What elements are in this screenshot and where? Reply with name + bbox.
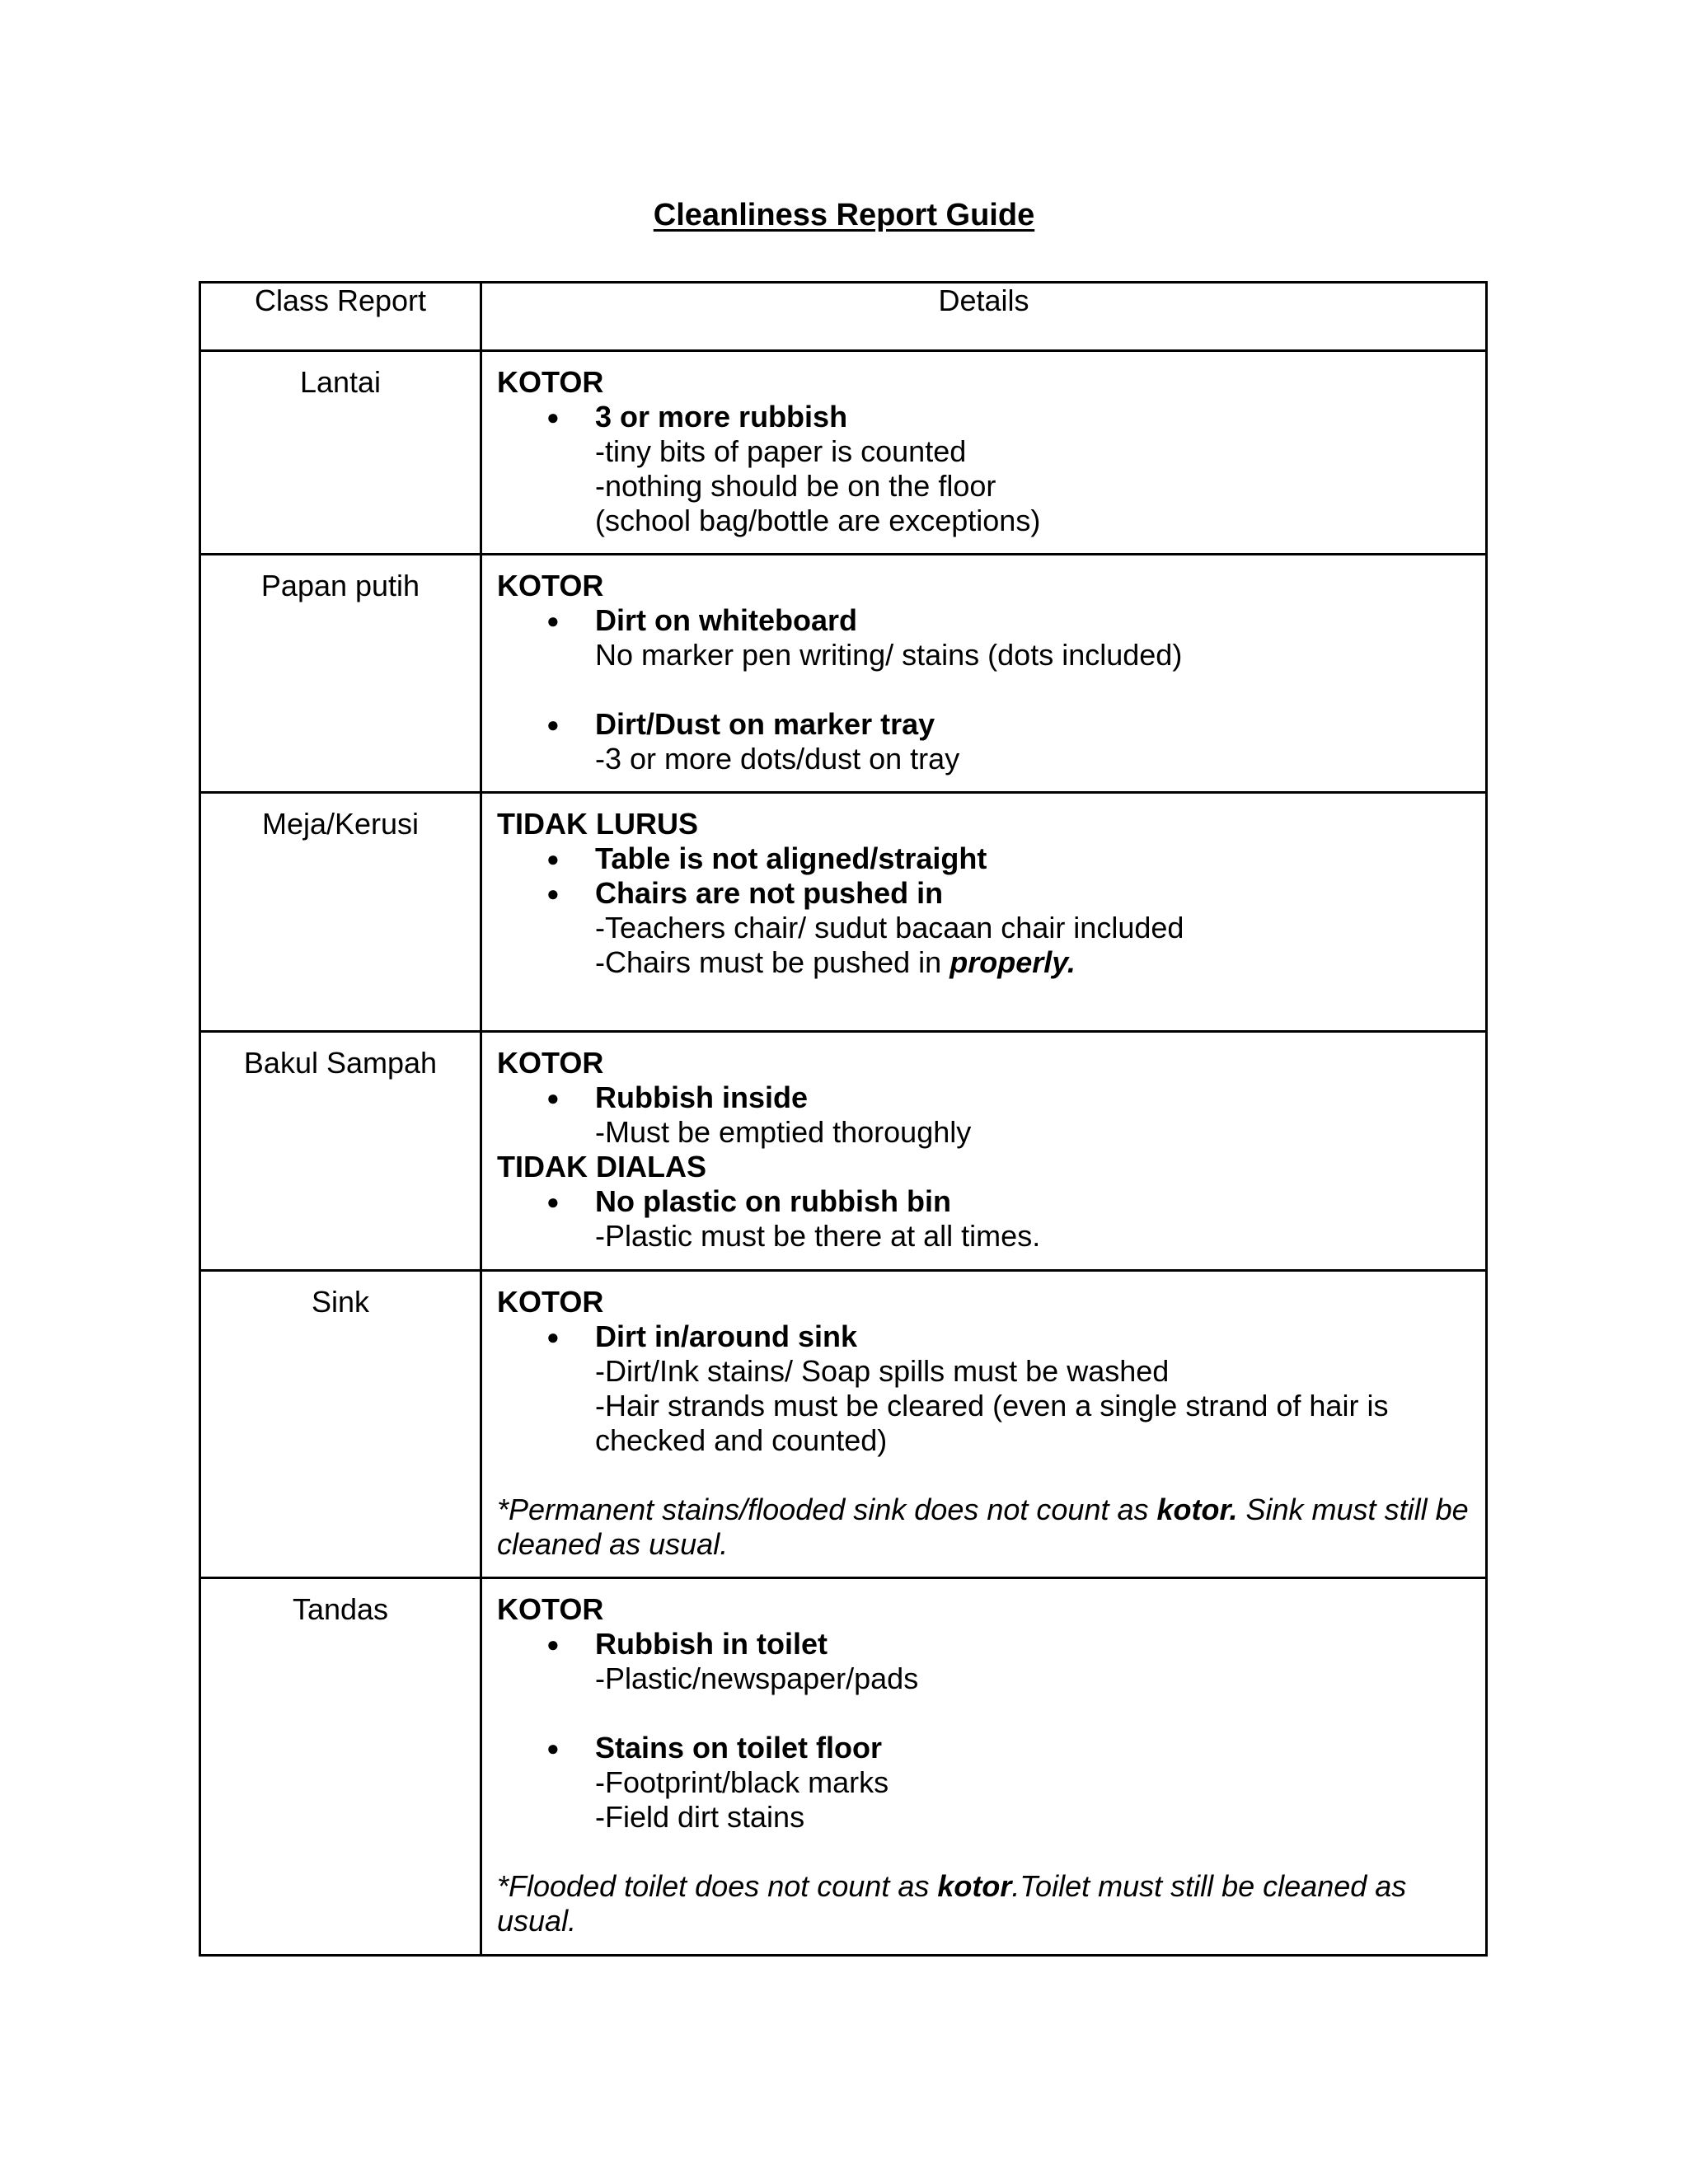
list-item: [497, 876, 1470, 980]
table-row: [200, 555, 1487, 793]
table-row: [200, 1271, 1487, 1578]
area-cell: Bakul Sampah: [200, 1032, 481, 1271]
details-cell: [481, 1032, 1487, 1271]
list-item: [497, 841, 1470, 876]
spacer: [497, 673, 1470, 707]
bullet-icon: ●: [546, 608, 560, 633]
item-note: [595, 945, 1470, 980]
item-title: Dirt on whiteboard: [595, 603, 857, 637]
spacer: [497, 1696, 1470, 1731]
cleanliness-table: [199, 281, 1488, 1957]
item-note: No marker pen writing/ stains (dots included): [595, 638, 1183, 672]
status-label: KOTOR: [497, 365, 604, 399]
bullet-icon: ●: [546, 846, 560, 871]
item-title: Rubbish inside: [595, 1080, 809, 1114]
table-row: [200, 351, 1487, 555]
bullet-icon: ●: [546, 1736, 560, 1760]
remark-text: Sink must still be cleaned as usual.: [497, 1493, 1469, 1561]
item-note: -Hair strands must be cleared (even a single strand of hair is: [595, 1389, 1389, 1422]
item-title: Dirt in/around sink: [595, 1319, 858, 1353]
status-label: TIDAK LURUS: [497, 807, 698, 841]
table-header-row: [200, 283, 1487, 351]
remark-text: *Permanent stains/flooded sink does not count as: [497, 1493, 1157, 1526]
header-details: Details: [481, 283, 1487, 351]
status-label: KOTOR: [497, 1592, 604, 1626]
area-cell: Papan putih: [200, 555, 481, 793]
header-class-report: Class Report: [200, 283, 481, 351]
remark-note: [497, 1869, 1470, 1938]
details-cell: [481, 1578, 1487, 1956]
list-item: [497, 1080, 1470, 1150]
bullet-icon: ●: [546, 1324, 560, 1349]
item-note: -Must be emptied thoroughly: [595, 1115, 972, 1149]
status-label: KOTOR: [497, 1285, 604, 1319]
spacer: [497, 1458, 1470, 1493]
status-label: KOTOR: [497, 569, 604, 602]
page-title: Cleanliness Report Guide: [653, 198, 1035, 232]
item-title: Table is not aligned/straight: [595, 841, 987, 875]
details-cell: [481, 555, 1487, 793]
remark-bold: kotor: [937, 1869, 1012, 1903]
item-note: (school bag/bottle are exceptions): [595, 504, 1041, 537]
item-note: -Plastic/newspaper/pads: [595, 1661, 919, 1695]
details-cell: [481, 1271, 1487, 1578]
item-note: -nothing should be on the floor: [595, 469, 996, 503]
item-note: -Teachers chair/ sudut bacaan chair included: [595, 911, 1184, 944]
item-title: Chairs are not pushed in: [595, 876, 944, 910]
bullet-icon: ●: [546, 712, 560, 737]
bullet-icon: ●: [546, 1085, 560, 1110]
list-item: [497, 1731, 1470, 1835]
list-item: [497, 1319, 1470, 1458]
table-row: [200, 1032, 1487, 1271]
item-note: -Dirt/Ink stains/ Soap spills must be washed: [595, 1354, 1170, 1388]
list-item: [497, 603, 1470, 673]
item-title: No plastic on rubbish bin: [595, 1184, 951, 1218]
list-item: [497, 1627, 1470, 1696]
area-cell: Tandas: [200, 1578, 481, 1956]
item-note: -Footprint/black marks: [595, 1765, 889, 1799]
area-cell: Meja/Kerusi: [200, 793, 481, 1032]
area-cell: Lantai: [200, 351, 481, 555]
table-row: [200, 1578, 1487, 1956]
bullet-icon: ●: [546, 405, 560, 429]
bullet-icon: ●: [546, 1632, 560, 1657]
status-label: KOTOR: [497, 1046, 604, 1080]
item-note: checked and counted): [595, 1423, 888, 1457]
table-row: [200, 793, 1487, 1032]
item-title: 3 or more rubbish: [595, 400, 848, 434]
item-note: -tiny bits of paper is counted: [595, 434, 967, 468]
item-note: -Plastic must be there at all times.: [595, 1219, 1041, 1253]
details-cell: [481, 793, 1487, 1032]
item-note-text: -Chairs must be pushed in: [595, 945, 950, 979]
details-cell: [481, 351, 1487, 555]
list-item: [497, 1184, 1470, 1254]
remark-text: .Toilet must still be cleaned as usual.: [497, 1869, 1407, 1938]
item-title: Rubbish in toilet: [595, 1627, 828, 1661]
list-item: [497, 707, 1470, 776]
bullet-icon: ●: [546, 881, 560, 906]
item-note: -3 or more dots/dust on tray: [595, 742, 960, 776]
remark-note: [497, 1493, 1470, 1562]
area-cell: Sink: [200, 1271, 481, 1578]
item-note-emphasis: properly.: [950, 945, 1076, 979]
item-title: Dirt/Dust on marker tray: [595, 707, 935, 741]
bullet-icon: ●: [546, 1189, 560, 1214]
remark-text: *Flooded toilet does not count as: [497, 1869, 938, 1903]
spacer: [497, 1835, 1470, 1869]
list-item: [497, 400, 1470, 538]
status-label: TIDAK DIALAS: [497, 1150, 706, 1183]
item-title: Stains on toilet floor: [595, 1731, 882, 1765]
item-note: -Field dirt stains: [595, 1800, 805, 1834]
remark-bold: kotor.: [1156, 1493, 1238, 1526]
